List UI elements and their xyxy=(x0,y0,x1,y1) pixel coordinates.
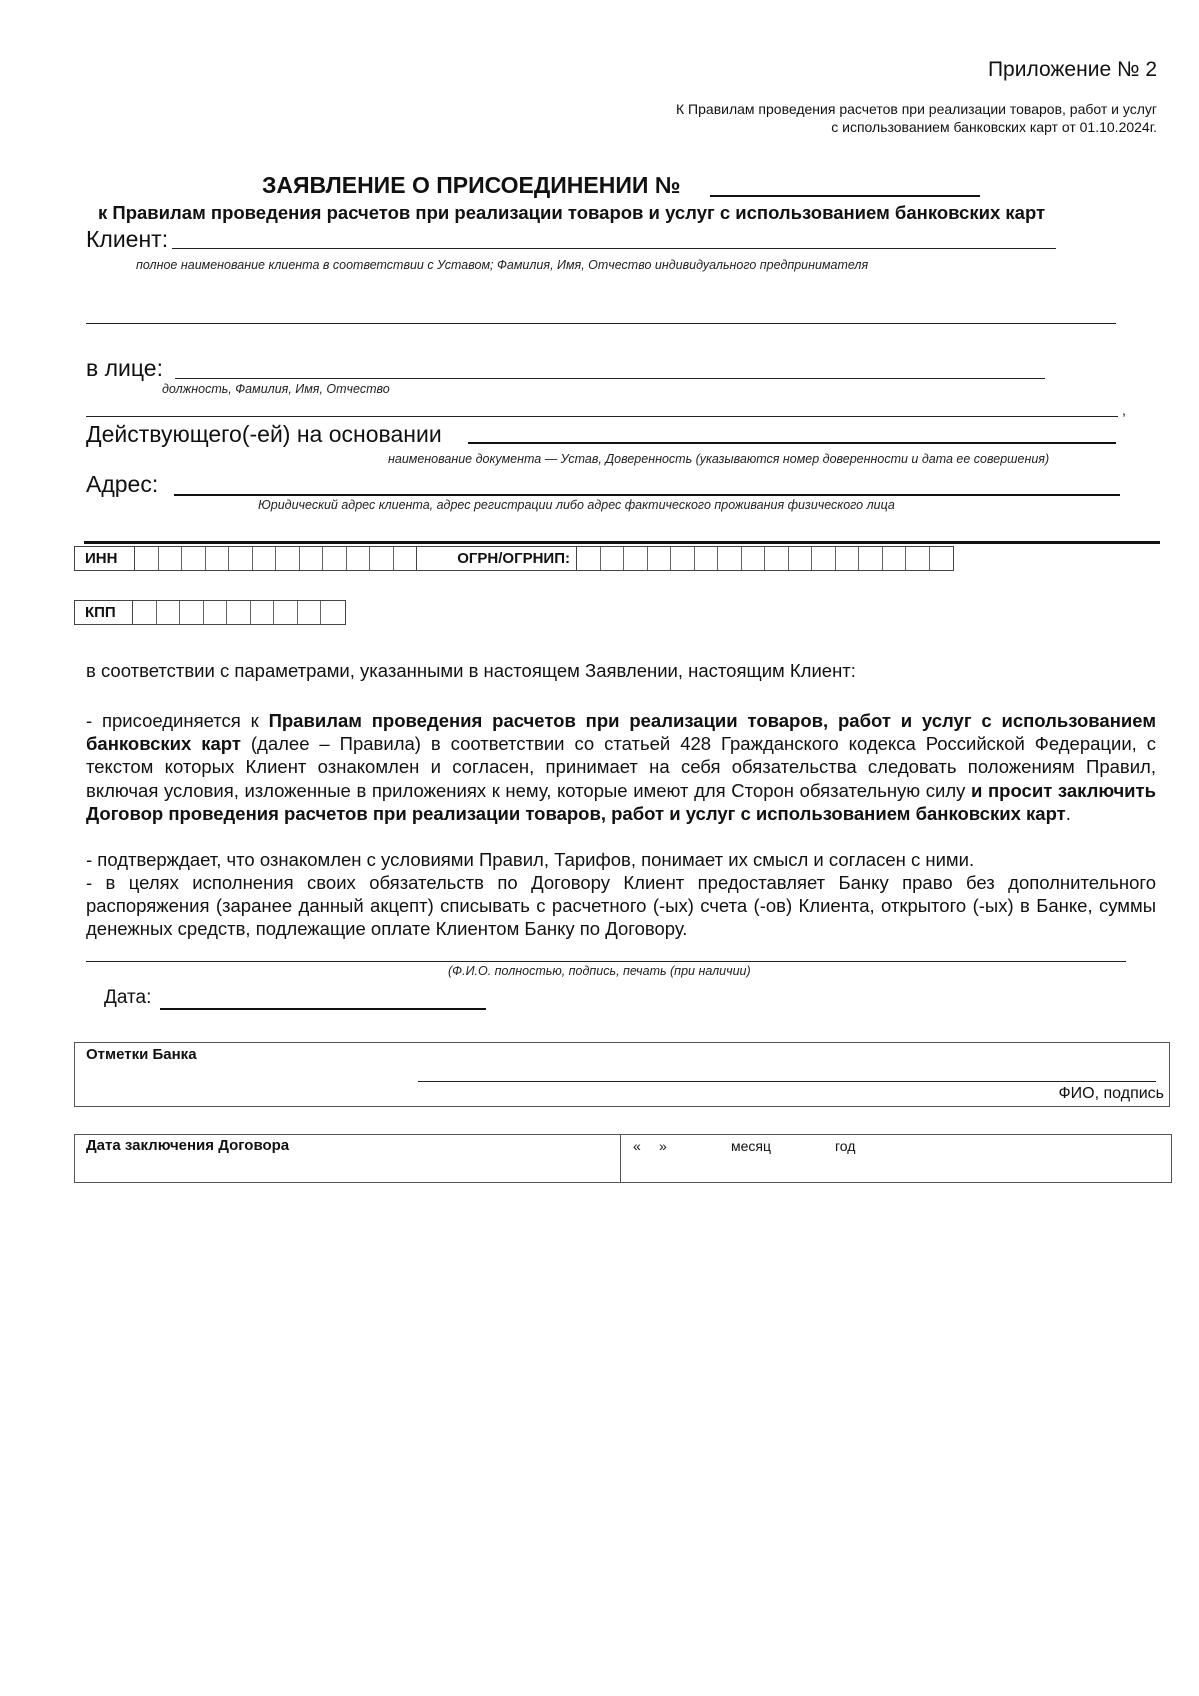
terms-item-join xyxy=(86,709,1156,825)
kpp-digit-cell[interactable] xyxy=(204,601,228,624)
rules-reference-line1: К Правилам проведения расчетов при реализации товаров, работ и услуг xyxy=(676,101,1157,117)
ogrn-digit-cell[interactable] xyxy=(577,547,601,570)
representative-field[interactable] xyxy=(175,378,1045,379)
appendix-label: Приложение № 2 xyxy=(987,58,1157,81)
date-label: Дата: xyxy=(104,987,152,1008)
contract-date-box xyxy=(74,1134,1172,1183)
ogrn-digit-cell[interactable] xyxy=(930,547,954,570)
rules-reference-line2: с использованием банковских карт от 01.10.2024г. xyxy=(831,119,1157,135)
ogrn-digit-cell[interactable] xyxy=(883,547,907,570)
contract-date-value-cell[interactable] xyxy=(621,1135,1171,1182)
terms-item-acceptance: - в целях исполнения своих обязательств по Договору Клиент предоставляет Банку право без дополнительного распоряжения (заранее данный акцепт) списывать с расчетного (-ых) счета (-ов) Клиента, открытого (-ых) в Банке, суммы денежных средств, подлежащие оплате Клиентом Банку по Договору. xyxy=(86,872,1156,940)
contract-request-bold: и просит заключить Договор проведения расчетов при реализации товаров, работ и услуг с использованием банковских карт xyxy=(86,779,1156,824)
address-label: Адрес: xyxy=(86,471,159,497)
kpp-digit-cell[interactable] xyxy=(298,601,322,624)
intro-paragraph: в соответствии с параметрами, указанными в настоящем Заявлении, настоящим Клиент: xyxy=(86,660,856,681)
document-title xyxy=(262,172,680,199)
bank-signature-field[interactable] xyxy=(418,1081,1156,1082)
kpp-cells[interactable] xyxy=(133,601,345,624)
inn-digit-cell[interactable] xyxy=(276,547,300,570)
representative-trailing-comma: , xyxy=(1122,402,1126,418)
kpp-digit-cell[interactable] xyxy=(251,601,275,624)
terms-item-join-end: . xyxy=(1065,802,1071,824)
address-continuation-field[interactable] xyxy=(84,541,1160,544)
kpp-digit-cell[interactable] xyxy=(180,601,204,624)
inn-digit-cell[interactable] xyxy=(182,547,206,570)
inn-digit-cell[interactable] xyxy=(229,547,253,570)
ogrn-label: ОГРН/ОГРНИП: xyxy=(417,547,577,570)
inn-digit-cell[interactable] xyxy=(323,547,347,570)
ogrn-digit-cell[interactable] xyxy=(718,547,742,570)
contract-date-label-cell xyxy=(75,1135,621,1182)
document-title-text: ЗАЯВЛЕНИЕ О ПРИСОЕДИНЕНИИ № xyxy=(262,172,681,198)
inn-digit-cell[interactable] xyxy=(206,547,230,570)
contract-date-label: Дата заключения Договора xyxy=(86,1137,290,1154)
kpp-row xyxy=(74,600,346,625)
day-quote-open: « xyxy=(633,1138,641,1154)
date-field[interactable] xyxy=(160,1008,486,1010)
kpp-digit-cell[interactable] xyxy=(157,601,181,624)
basis-field[interactable] xyxy=(468,442,1116,444)
inn-digit-cell[interactable] xyxy=(370,547,394,570)
ogrn-digit-cell[interactable] xyxy=(859,547,883,570)
terms-item-join-prefix: - присоединяется к xyxy=(86,710,269,731)
ogrn-digit-cell[interactable] xyxy=(812,547,836,570)
basis-hint: наименование документа — Устав, Доверенность (указываются номер доверенности и дата ее совершения) xyxy=(388,452,1050,466)
day-field[interactable] xyxy=(645,1138,657,1154)
inn-digit-cell[interactable] xyxy=(300,547,324,570)
month-label: месяц xyxy=(731,1138,772,1154)
client-name-continuation-field[interactable] xyxy=(86,323,1116,324)
address-hint: Юридический адрес клиента, адрес регистрации либо адрес фактического проживания физического лица xyxy=(258,498,895,512)
rules-reference xyxy=(676,100,1157,136)
ogrn-digit-cell[interactable] xyxy=(765,547,789,570)
kpp-digit-cell[interactable] xyxy=(227,601,251,624)
basis-label: Действующего(-ей) на основании xyxy=(86,421,442,447)
representative-label: в лице: xyxy=(86,355,163,381)
inn-label: ИНН xyxy=(75,547,135,570)
signature-hint: (Ф.И.О. полностью, подпись, печать (при наличии) xyxy=(448,964,751,978)
ogrn-digit-cell[interactable] xyxy=(789,547,813,570)
day-quote-close: » xyxy=(659,1138,667,1154)
representative-hint: должность, Фамилия, Имя, Отчество xyxy=(162,382,390,396)
kpp-digit-cell[interactable] xyxy=(321,601,345,624)
document-subtitle: к Правилам проведения расчетов при реализации товаров и услуг с использованием банковских карт xyxy=(98,202,1046,223)
rules-name-bold: Правилам проведения расчетов при реализации товаров, работ и услуг с использованием банковских карт xyxy=(86,710,1157,755)
address-field[interactable] xyxy=(174,494,1120,496)
ogrn-digit-cell[interactable] xyxy=(742,547,766,570)
inn-digit-cell[interactable] xyxy=(135,547,159,570)
ogrn-digit-cell[interactable] xyxy=(648,547,672,570)
ogrn-digit-cell[interactable] xyxy=(695,547,719,570)
bank-signature-caption: ФИО, подпись xyxy=(1058,1085,1164,1102)
kpp-label: КПП xyxy=(75,601,133,624)
representative-continuation-field[interactable] xyxy=(86,416,1118,417)
ogrn-digit-cell[interactable] xyxy=(671,547,695,570)
bank-marks-title: Отметки Банка xyxy=(86,1046,197,1063)
inn-ogrn-row xyxy=(74,546,954,571)
client-label: Клиент: xyxy=(86,226,169,252)
ogrn-digit-cell[interactable] xyxy=(601,547,625,570)
bank-marks-box xyxy=(74,1042,1170,1107)
ogrn-digit-cell[interactable] xyxy=(836,547,860,570)
ogrn-cells[interactable] xyxy=(577,547,953,570)
inn-digit-cell[interactable] xyxy=(159,547,183,570)
inn-cells[interactable] xyxy=(135,547,417,570)
client-hint: полное наименование клиента в соответствии с Уставом; Фамилия, Имя, Отчество индивидуального предпринимателя xyxy=(136,258,869,272)
terms-item-join-body: (далее – Правила) в соответствии со статьей 428 Гражданского кодекса Российской Федерации, с текстом которых Клиент ознакомлен и согласен, принимает на себя обязательства следовать положениям Правил, включая условия, изложенные в приложениях к нему, которые имеют для Сторон обязательную силу xyxy=(86,733,1156,801)
client-signature-field[interactable] xyxy=(86,961,1126,962)
ogrn-digit-cell[interactable] xyxy=(624,547,648,570)
client-name-field[interactable] xyxy=(172,248,1056,249)
terms-item-confirm: - подтверждает, что ознакомлен с условиями Правил, Тарифов, понимает их смысл и согласен с ними. xyxy=(86,849,975,870)
inn-digit-cell[interactable] xyxy=(394,547,418,570)
kpp-digit-cell[interactable] xyxy=(133,601,157,624)
kpp-digit-cell[interactable] xyxy=(274,601,298,624)
inn-digit-cell[interactable] xyxy=(253,547,277,570)
ogrn-digit-cell[interactable] xyxy=(906,547,930,570)
inn-digit-cell[interactable] xyxy=(347,547,371,570)
application-number-field[interactable] xyxy=(710,195,980,197)
year-label: год xyxy=(835,1138,856,1154)
